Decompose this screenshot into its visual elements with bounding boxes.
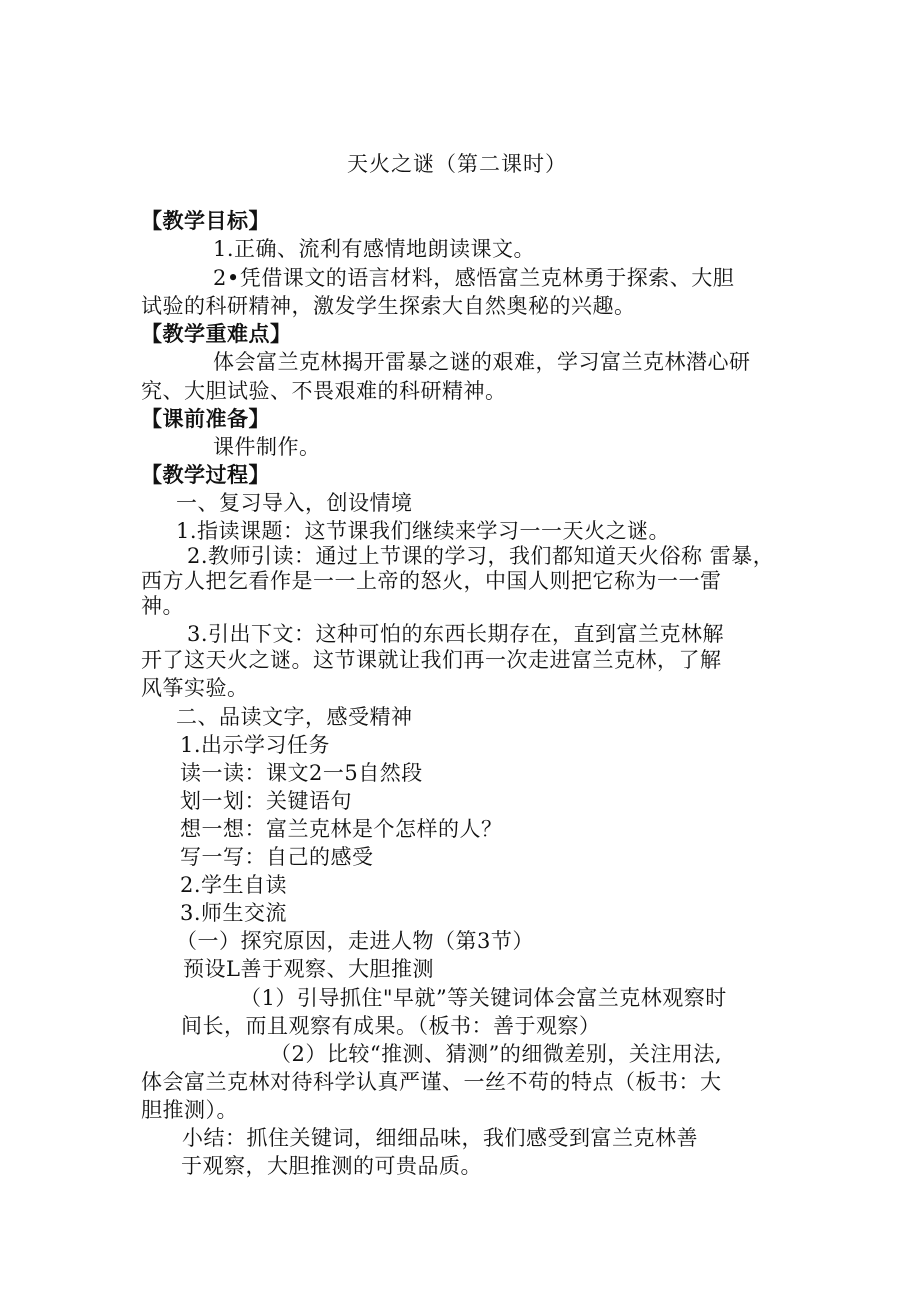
subsection-1-title: （一）探究原因，走进人物（第3节） xyxy=(176,929,534,953)
task-write: 写一写：自己的感受 xyxy=(180,845,374,869)
step-2-line-2: 体会富兰克林对待科学认真严谨、一丝不苟的特点（板书：大 xyxy=(141,1070,722,1094)
preset-1: 预设L善于观察、大胆推测 xyxy=(183,957,434,981)
step-2-line-3: 胆推测）。 xyxy=(141,1098,238,1122)
part-1-item-2-line-1: 2.教师引读：通过上节课的学习，我们都知道天火俗称 雷暴， xyxy=(187,544,775,568)
key-points-heading: 【教学重难点】 xyxy=(141,321,292,346)
preparation-heading: 【课前准备】 xyxy=(141,406,270,431)
objective-item-1: 1.正确、流利有感情地朗读课文。 xyxy=(213,237,536,261)
part-2-item-3: 3.师生交流 xyxy=(180,901,288,925)
part-1-item-3-line-3: 风筝实验。 xyxy=(141,676,249,700)
key-points-line-1: 体会富兰克林揭开雷暴之谜的艰难，学习富兰克林潜心研 xyxy=(213,350,751,374)
part-1-item-3-line-2: 开了这天火之谜。这节课就让我们再一次走进富兰克林，了解 xyxy=(141,648,722,672)
objectives-heading: 【教学目标】 xyxy=(141,208,270,233)
task-mark: 划一划：关键语句 xyxy=(180,789,352,813)
process-heading: 【教学过程】 xyxy=(141,462,270,487)
task-read: 读一读：课文2一5自然段 xyxy=(180,761,423,785)
summary-line-1: 小结：抓住关键词，细细品味，我们感受到富兰克林善 xyxy=(182,1126,698,1150)
preparation-line-1: 课件制作。 xyxy=(213,435,321,459)
task-think: 想一想：富兰克林是个怎样的人？ xyxy=(180,817,503,841)
step-1-line-2: 间长，而且观察有成果。（板书：善于观察） xyxy=(181,1014,601,1038)
part-1-item-2-line-3: 神。 xyxy=(141,594,184,618)
summary-line-2: 于观察，大胆推测的可贵品质。 xyxy=(181,1154,482,1178)
part-2-item-2: 2.学生自读 xyxy=(180,873,288,897)
key-points-line-2: 究、大胆试验、不畏艰难的科研精神。 xyxy=(141,379,507,403)
part-1-item-1: 1.指读课题：这节课我们继续来学习一一天火之谜。 xyxy=(176,519,671,543)
objective-item-2-line-2: 试验的科研精神，激发学生探索大自然奥秘的兴趣。 xyxy=(141,294,636,318)
part-2-item-1: 1.出示学习任务 xyxy=(180,733,331,757)
part-1-item-2-line-2: 西方人把乞看作是一一上帝的怒火，中国人则把它称为一一雷 xyxy=(141,569,722,593)
step-1-line-1: （1）引导抓住"早就”等关键词体会富兰克林观察时 xyxy=(240,986,727,1010)
part-1-item-3-line-1: 3.引出下文：这种可怕的东西长期存在，直到富兰克林解 xyxy=(187,622,725,646)
objective-item-2-line-1: 2•凭借课文的语言材料，感悟富兰克林勇于探索、大胆 xyxy=(213,266,735,290)
document-title: 天火之谜（第二课时） xyxy=(347,152,567,176)
step-2-line-1: （2）比较“推测、猜测”的细微差别，关注用法, xyxy=(270,1042,723,1066)
part-1-title: 一、复习导入，创设情境 xyxy=(176,491,413,515)
part-2-title: 二、品读文字，感受精神 xyxy=(176,705,413,729)
